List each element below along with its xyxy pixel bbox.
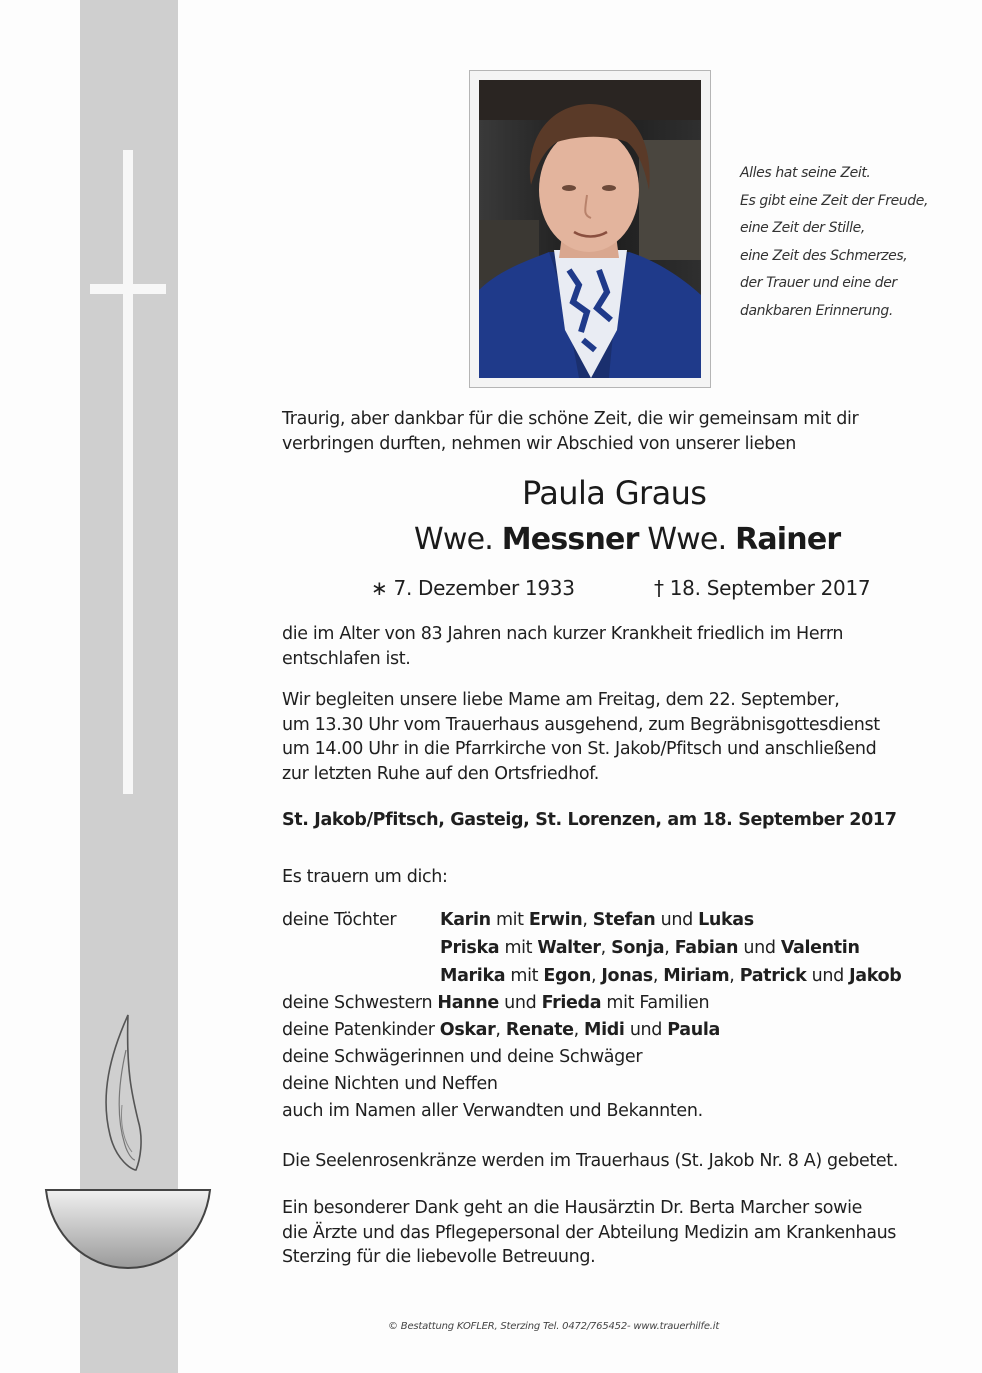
funeral-line: Wir begleiten unsere liebe Mame am Freitag, dem 22. September,: [282, 690, 840, 710]
nieces-line: deine Nichten und Neffen: [282, 1074, 498, 1094]
age-line: die im Alter von 83 Jahren nach kurzer Krankheit friedlich im Herrn: [282, 624, 844, 644]
godchildren-line: deine Patenkinder Oskar, Renate, Midi und Paula: [282, 1020, 720, 1040]
thanks-line: die Ärzte und das Pflegepersonal der Abteilung Medizin am Krankenhaus: [282, 1222, 897, 1243]
intro-text: [282, 407, 858, 456]
quote-line: Es gibt eine Zeit der Freude,: [740, 192, 929, 209]
deceased-name: Paula Graus: [522, 474, 707, 512]
quote-line: Alles hat seine Zeit.: [740, 165, 871, 181]
daughter-line: Karin mit Erwin, Stefan und Lukas: [440, 910, 754, 930]
quote-line: dankbaren Erinnerung.: [740, 302, 893, 319]
cross-icon-bar: [90, 284, 166, 294]
death-date: † 18. September 2017: [654, 576, 871, 600]
place-date: St. Jakob/Pfitsch, Gasteig, St. Lorenzen, am 18. September 2017: [282, 810, 897, 830]
thanks-text: [282, 1196, 896, 1270]
funeral-line: um 14.00 Uhr in die Pfarrkirche von St. Jakob/Pfitsch und anschließend: [282, 739, 877, 759]
funeral-text: [282, 688, 880, 786]
sisters-line: deine Schwestern Hanne und Frieda mit Familien: [282, 993, 710, 1013]
deceased-former-names: [414, 522, 840, 557]
mourners-title: Es trauern um dich:: [282, 867, 448, 887]
age-line: entschlafen ist.: [282, 648, 411, 669]
thanks-line: Ein besonderer Dank geht an die Hausärztin Dr. Berta Marcher sowie: [282, 1198, 863, 1218]
quote-line: eine Zeit der Stille,: [740, 220, 865, 236]
portrait-photo: [479, 80, 701, 378]
cross-icon: [123, 150, 133, 794]
intro-line: Traurig, aber dankbar für die schöne Zeit, die wir gemeinsam mit dir: [282, 409, 859, 429]
widow-prefix: Wwe.: [414, 522, 493, 557]
funeral-line: um 13.30 Uhr vom Trauerhaus ausgehend, zum Begräbnisgottesdienst: [282, 714, 880, 735]
funeral-line: zur letzten Ruhe auf den Ortsfriedhof.: [282, 763, 599, 784]
relatives-line: auch im Namen aller Verwandten und Bekannten.: [282, 1101, 703, 1121]
former-surname: Rainer: [735, 522, 841, 557]
daughter-line: Marika mit Egon, Jonas, Miriam, Patrick und Jakob: [440, 966, 902, 986]
former-surname: Messner: [501, 522, 639, 557]
widow-prefix: Wwe.: [647, 522, 727, 557]
birth-date: ∗ 7. Dezember 1933: [371, 576, 575, 600]
quote-line: der Trauer und eine der: [740, 275, 897, 291]
daughter-line: Priska mit Walter, Sonja, Fabian und Valentin: [440, 938, 860, 958]
rosary-text: Die Seelenrosenkränze werden im Trauerhaus (St. Jakob Nr. 8 A) gebetet.: [282, 1151, 899, 1171]
candle-bowl-icon: [40, 1010, 215, 1275]
thanks-line: Sterzing für die liebevolle Betreuung.: [282, 1247, 596, 1267]
quote-poem: [740, 160, 970, 325]
daughters-label: deine Töchter: [282, 910, 397, 930]
footer-imprint: © Bestattung KOFLER, Sterzing Tel. 0472/765452- www.trauerhilfe.it: [388, 1321, 720, 1332]
quote-line: eine Zeit des Schmerzes,: [740, 247, 908, 264]
intro-line: verbringen durften, nehmen wir Abschied von unserer lieben: [282, 433, 797, 454]
inlaws-line: deine Schwägerinnen und deine Schwäger: [282, 1047, 643, 1067]
age-text: [282, 622, 843, 671]
portrait-frame: [469, 70, 711, 388]
